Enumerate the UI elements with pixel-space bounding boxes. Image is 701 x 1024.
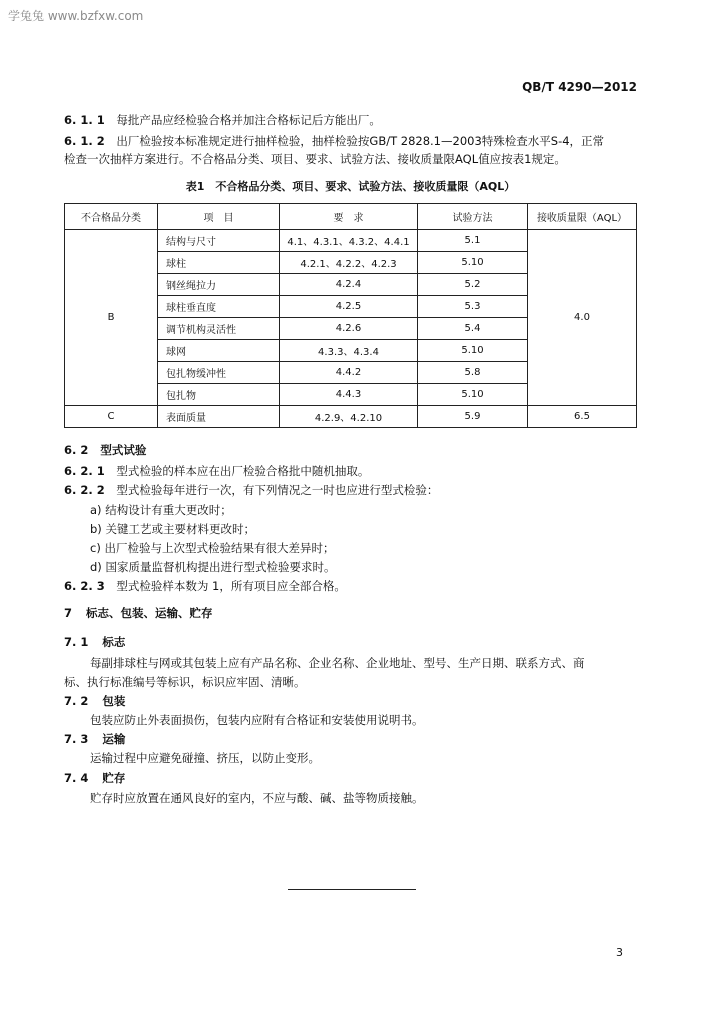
end-separator-line xyxy=(288,889,416,890)
method-cell: 5.8 xyxy=(418,362,528,384)
item-cell: 表面质量 xyxy=(158,406,280,428)
item-cell: 包扎物 xyxy=(158,384,280,406)
requirement-cell: 4.2.4 xyxy=(280,274,418,296)
clause-text-line-2: 检查一次抽样方案进行。不合格品分类、项目、要求、试验方法、接收质量限AQL值应按表1规定。 xyxy=(64,152,566,166)
section-number: 7 xyxy=(64,606,73,620)
storage-text: 贮存时应放置在通风良好的室内，不应与酸、碱、盐等物质接触。 xyxy=(90,791,424,805)
clause-text: 每批产品应经检验合格并加注合格标记后方能出厂。 xyxy=(116,113,381,127)
clause-6-2-3 xyxy=(64,578,346,594)
list-item-c: c) 出厂检验与上次型式检验结果有很大差异时； xyxy=(90,541,335,555)
requirement-cell: 4.2.1、4.2.2、4.2.3 xyxy=(280,252,418,274)
section-number: 7. 3 xyxy=(64,732,89,746)
section-number: 7. 2 xyxy=(64,694,89,708)
header-item: 项 目 xyxy=(158,204,280,230)
clause-number: 6. 2. 3 xyxy=(64,579,105,593)
item-cell: 球柱 xyxy=(158,252,280,274)
transport-text: 运输过程中应避免碰撞、挤压，以防止变形。 xyxy=(90,751,320,765)
list-item-b: b) 关键工艺或主要材料更改时； xyxy=(90,522,255,536)
standard-code: QB/T 4290—2012 xyxy=(522,80,637,94)
method-cell: 5.2 xyxy=(418,274,528,296)
aql-b-cell: 4.0 xyxy=(528,230,637,406)
clause-text: 型式检验样本数为 1，所有项目应全部合格。 xyxy=(116,579,346,593)
section-title: 型式试验 xyxy=(100,443,147,457)
header-class: 不合格品分类 xyxy=(65,204,158,230)
method-cell: 5.9 xyxy=(418,406,528,428)
section-number: 7. 4 xyxy=(64,771,89,785)
section-7-heading xyxy=(64,605,213,621)
requirement-cell: 4.4.2 xyxy=(280,362,418,384)
method-cell: 5.1 xyxy=(418,230,528,252)
section-7-1-heading xyxy=(64,634,125,650)
table-header-row xyxy=(65,204,637,230)
section-title: 运输 xyxy=(102,732,126,746)
clause-text: 型式检验每年进行一次，有下列情况之一时也应进行型式检验： xyxy=(116,483,439,497)
clause-number: 6. 2. 2 xyxy=(64,483,105,497)
clause-6-2-1 xyxy=(64,463,369,479)
item-cell: 包扎物缓冲性 xyxy=(158,362,280,384)
section-7-2-heading xyxy=(64,693,125,709)
section-number: 6. 2 xyxy=(64,443,89,457)
list-item-a: a) 结构设计有重大更改时； xyxy=(90,503,232,517)
page-number: 3 xyxy=(616,946,623,959)
method-cell: 5.10 xyxy=(418,340,528,362)
clause-number: 6. 1. 2 xyxy=(64,134,105,148)
packaging-text: 包装应防止外表面损伤，包装内应附有合格证和安装使用说明书。 xyxy=(90,713,424,727)
item-cell: 球网 xyxy=(158,340,280,362)
header-test-method: 试验方法 xyxy=(418,204,528,230)
table-row-class-c xyxy=(65,406,637,428)
item-cell: 调节机构灵活性 xyxy=(158,318,280,340)
item-cell: 球柱垂直度 xyxy=(158,296,280,318)
method-cell: 5.10 xyxy=(418,252,528,274)
clause-6-1-2 xyxy=(64,133,604,149)
clause-6-2-2 xyxy=(64,482,438,498)
class-b-cell: B xyxy=(65,230,158,406)
clause-text: 型式检验的样本应在出厂检验合格批中随机抽取。 xyxy=(116,464,370,478)
header-requirement: 要 求 xyxy=(280,204,418,230)
requirement-cell: 4.2.5 xyxy=(280,296,418,318)
clause-number: 6. 2. 1 xyxy=(64,464,105,478)
table-caption: 表1 不合格品分类、项目、要求、试验方法、接收质量限（AQL） xyxy=(185,180,516,193)
section-number: 7. 1 xyxy=(64,635,89,649)
requirement-cell: 4.3.3、4.3.4 xyxy=(280,340,418,362)
section-7-4-heading xyxy=(64,770,125,786)
clause-text-line-1: 出厂检验按本标准规定进行抽样检验，抽样检验按GB/T 2828.1—2003特殊检查水平S-4，正常 xyxy=(116,134,605,148)
section-title: 包装 xyxy=(102,694,126,708)
method-cell: 5.10 xyxy=(418,384,528,406)
list-item-d: d) 国家质量监督机构提出进行型式检验要求时。 xyxy=(90,560,336,574)
nonconformity-table xyxy=(64,203,637,428)
section-7-3-heading xyxy=(64,731,125,747)
section-title: 标志 xyxy=(102,635,126,649)
marking-text-line-1: 每副排球柱与网或其包装上应有产品名称、企业名称、企业地址、型号、生产日期、联系方式、商 xyxy=(90,656,585,670)
item-cell: 钢丝绳拉力 xyxy=(158,274,280,296)
clause-6-1-1 xyxy=(64,112,381,128)
section-6-2-heading xyxy=(64,442,146,458)
requirement-cell: 4.4.3 xyxy=(280,384,418,406)
aql-c-cell: 6.5 xyxy=(528,406,637,428)
method-cell: 5.4 xyxy=(418,318,528,340)
table-row xyxy=(65,230,637,252)
section-title: 贮存 xyxy=(102,771,126,785)
method-cell: 5.3 xyxy=(418,296,528,318)
requirement-cell: 4.2.6 xyxy=(280,318,418,340)
requirement-cell: 4.2.9、4.2.10 xyxy=(280,406,418,428)
watermark-text: 学兔兔 www.bzfxw.com xyxy=(8,9,144,23)
section-title: 标志、包装、运输、贮存 xyxy=(86,606,213,620)
marking-text-line-2: 标、执行标准编号等标识，标识应牢固、清晰。 xyxy=(64,675,306,689)
requirement-cell: 4.1、4.3.1、4.3.2、4.4.1 xyxy=(280,230,418,252)
class-c-cell: C xyxy=(65,406,158,428)
clause-number: 6. 1. 1 xyxy=(64,113,105,127)
item-cell: 结构与尺寸 xyxy=(158,230,280,252)
header-aql: 接收质量限（AQL） xyxy=(528,204,637,230)
